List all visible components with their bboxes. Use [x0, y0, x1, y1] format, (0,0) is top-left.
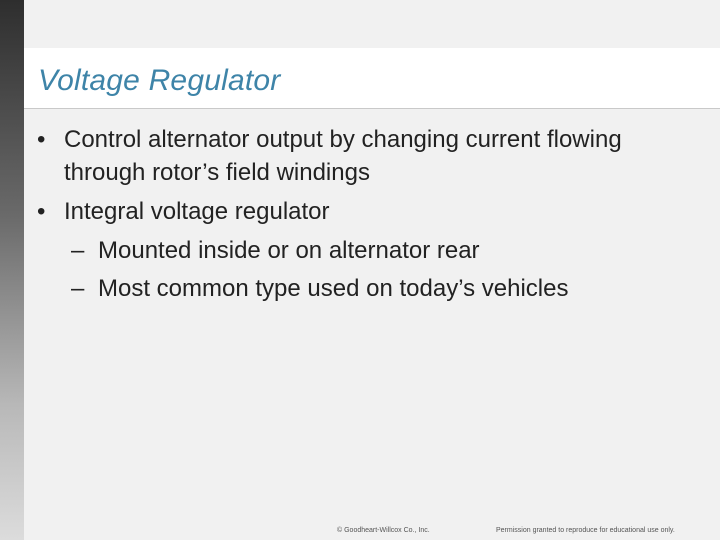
bullet-item: [37, 195, 664, 228]
bullet-marker: •: [37, 198, 46, 225]
footer-copyright: © Goodheart-Willcox Co., Inc.: [337, 527, 430, 534]
sub-bullet-item: [71, 234, 688, 267]
footer-permission: Permission granted to reproduce for educational use only.: [496, 527, 675, 534]
sub-bullet-text: Mounted inside or on alternator rear: [98, 237, 480, 264]
sub-bullet-text: Most common type used on today’s vehicles: [98, 275, 569, 302]
dash-marker: –: [71, 275, 85, 302]
bullet-text: Integral voltage regulator: [64, 198, 330, 225]
title-divider: [24, 108, 720, 109]
bullet-item: [37, 123, 664, 189]
slide-title: Voltage Regulator: [38, 64, 281, 97]
left-gradient-bar: [0, 0, 24, 540]
bullet-text: Control alternator output by changing current flowing through rotor’s field windings: [64, 126, 622, 186]
sub-bullet-item: [71, 272, 688, 305]
bullet-marker: •: [37, 126, 46, 153]
dash-marker: –: [71, 237, 85, 264]
